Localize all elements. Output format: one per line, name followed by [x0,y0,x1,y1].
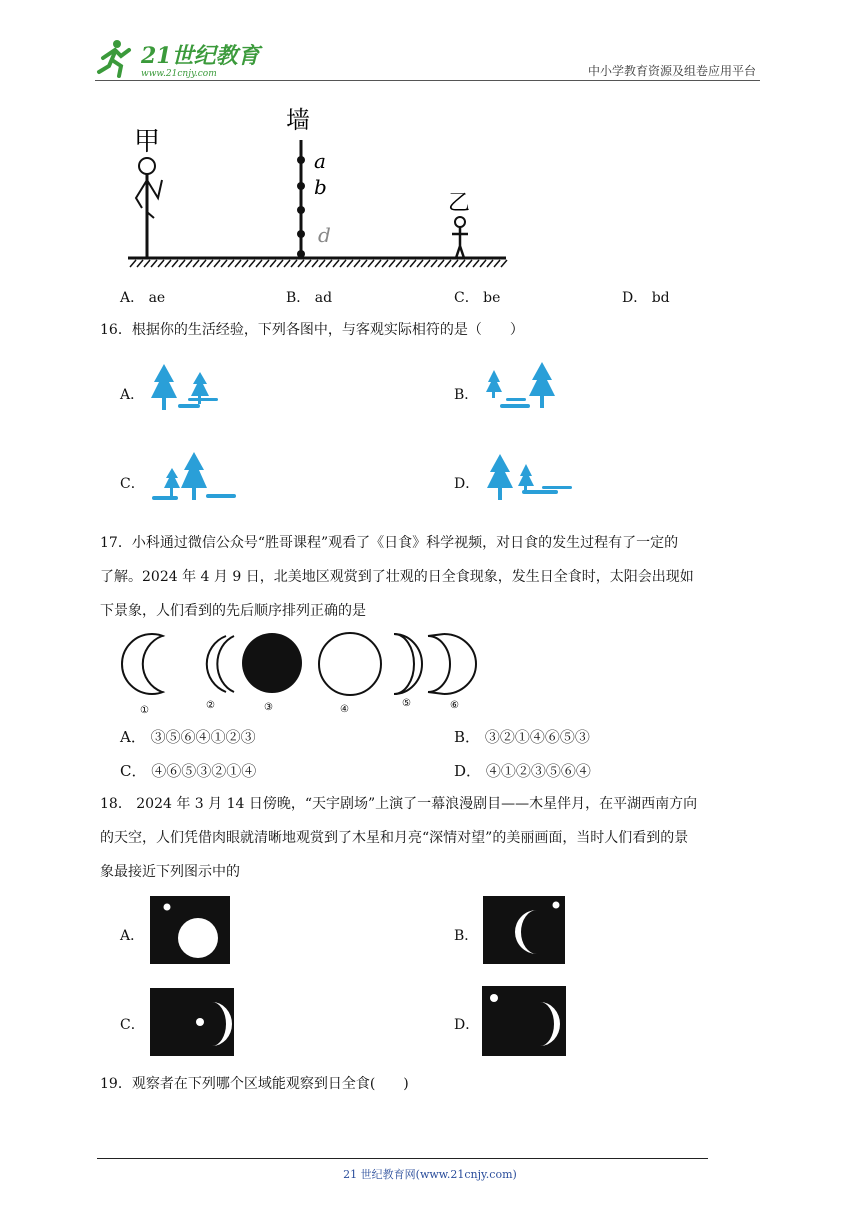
ground-hatch-mark [431,260,437,267]
ground-hatch-mark [410,260,416,267]
ground-hatch-mark [263,260,269,267]
ground-hatch-mark [382,260,388,267]
label-wall: 墙 [286,106,310,134]
ground-hatch-mark [354,260,360,267]
ground-hatch-mark [417,260,423,267]
q17-stem-line2: 了解。2024 年 4 月 9 日，北美地区观赏到了壮观的日全食现象，发生日全食时，太阳会出现如 [100,569,694,585]
svg-text:d: d [318,223,331,247]
ground-hatch-mark [487,260,493,267]
svg-text:⑤: ⑤ [402,698,411,709]
q17-option-b[interactable]: B． ③②①④⑥⑤③ [454,728,590,746]
q16-tree-image-c[interactable] [148,448,243,512]
q18-moon-image-a[interactable] [150,896,230,968]
q19-stem: 19．观察者在下列哪个区域能观察到日全食( ) [100,1076,409,1092]
ground-hatch-mark [242,260,248,267]
ground-hatch-mark [235,260,241,267]
ground-hatch-mark [249,260,255,267]
ground-hatch-mark [438,260,444,267]
ground-hatch-mark [319,260,325,267]
q18-option-c-label[interactable]: C． [120,1017,145,1033]
ground-hatch-mark [158,260,164,267]
header-divider [95,80,760,81]
q16-tree-image-d[interactable] [482,448,582,512]
ground-hatch-mark [312,260,318,267]
ground-hatch-mark [221,260,227,267]
ground-hatch-mark [200,260,206,267]
ground-hatch-mark [256,260,262,267]
q18-moon-image-b[interactable] [483,896,565,968]
svg-text:www.21cnjy.com: www.21cnjy.com [141,69,217,79]
ground-hatch-mark [298,260,304,267]
ground-hatch-mark [305,260,311,267]
q15-shadow-figure [120,100,520,279]
site-logo [95,36,265,80]
svg-text:a: a [314,149,326,173]
label-yi: 乙 [448,191,471,216]
q17-stem-line1: 17．小科通过微信公众号“胜哥课程”观看了《日食》科学视频，对日食的发生过程有了一定的 [100,535,679,551]
q15-option-a[interactable]: A． ae [120,290,166,306]
svg-text:b: b [314,175,327,199]
ground-hatch-mark [452,260,458,267]
ground-hatch-mark [179,260,185,267]
ground-hatch-mark [424,260,430,267]
ground-hatch-mark [291,260,297,267]
q16-option-b-label[interactable]: B． [454,387,479,403]
ground-hatch-mark [172,260,178,267]
ground-hatch-mark [375,260,381,267]
q17-option-c[interactable]: C． ④⑥⑤③②①④ [120,762,257,780]
ground-hatch-mark [480,260,486,267]
q15-option-b[interactable]: B． ad [286,290,333,306]
q17-option-a[interactable]: A． ③⑤⑥④①②③ [120,728,256,746]
q16-option-a-label[interactable]: A． [120,387,145,403]
header-platform-text: 中小学教育资源及组卷应用平台 [587,64,756,78]
label-jia: 甲 [134,127,161,157]
q18-stem-line2: 的天空，人们凭借肉眼就清晰地观赏到了木星和月亮“深情对望”的美丽画面，当时人们看到的景 [100,830,689,846]
q16-option-c-label[interactable]: C． [120,476,145,492]
q15-option-c[interactable]: C． be [454,290,501,306]
footer-link[interactable]: 21 世纪教育网(www.21cnjy.com) [343,1168,517,1181]
ground-hatch-mark [228,260,234,267]
ground-hatch-mark [368,260,374,267]
ground-hatch-mark [459,260,465,267]
ground-hatch-mark [130,260,136,267]
svg-text:③: ③ [264,702,273,713]
ground-hatch-mark [326,260,332,267]
q16-stem: 16．根据你的生活经验，下列各图中，与客观实际相符的是（ ） [100,322,524,338]
ground-hatch-mark [207,260,213,267]
q16-tree-image-a[interactable] [148,360,228,424]
ground-hatch-mark [214,260,220,267]
ground-hatch-mark [193,260,199,267]
q18-option-a-label[interactable]: A． [120,928,145,944]
ground-hatch-mark [389,260,395,267]
ground-hatch-mark [501,260,507,267]
ground-hatch-mark [361,260,367,267]
ground-hatch-mark [494,260,500,267]
q18-moon-image-c[interactable] [150,988,234,1060]
svg-text:④: ④ [340,704,349,715]
svg-text:②: ② [206,700,215,711]
ground-hatch-mark [445,260,451,267]
q18-moon-image-d[interactable] [482,986,566,1060]
svg-text:21世纪教育: 21世纪教育 [141,43,260,69]
svg-text:⑥: ⑥ [450,700,459,711]
q17-eclipse-phases-figure [118,628,488,722]
q18-option-b-label[interactable]: B． [454,928,479,944]
ground-hatch-mark [270,260,276,267]
q17-stem-line3: 下景象，人们看到的先后顺序排列正确的是 [100,603,366,619]
ground-hatch-mark [466,260,472,267]
q18-option-d-label[interactable]: D． [454,1017,480,1033]
ground-hatch-mark [186,260,192,267]
ground-hatch-mark [473,260,479,267]
ground-hatch-mark [333,260,339,267]
svg-text:①: ① [140,705,149,716]
ground-hatch-mark [277,260,283,267]
ground-hatch-mark [165,260,171,267]
q18-stem-line3: 象最接近下列图示中的 [100,864,240,880]
q17-option-d[interactable]: D． ④①②③⑤⑥④ [454,762,591,780]
q16-tree-image-b[interactable] [482,360,562,424]
runner-logo-icon [99,40,129,76]
ground-hatch-mark [137,260,143,267]
q18-stem-line1: 18． 2024 年 3 月 14 日傍晚，“天宇剧场”上演了一幕浪漫剧目——木星伴月，在平湖西南方向 [100,796,698,812]
ground-hatch-mark [144,260,150,267]
footer-divider [97,1158,708,1159]
ground-hatch-mark [403,260,409,267]
ground-hatch-mark [347,260,353,267]
ground-hatch-mark [284,260,290,267]
ground-hatch-mark [151,260,157,267]
ground-hatch-mark [340,260,346,267]
ground-hatch-mark [396,260,402,267]
q16-option-d-label[interactable]: D． [454,476,480,492]
q15-option-d[interactable]: D． bd [622,290,670,306]
